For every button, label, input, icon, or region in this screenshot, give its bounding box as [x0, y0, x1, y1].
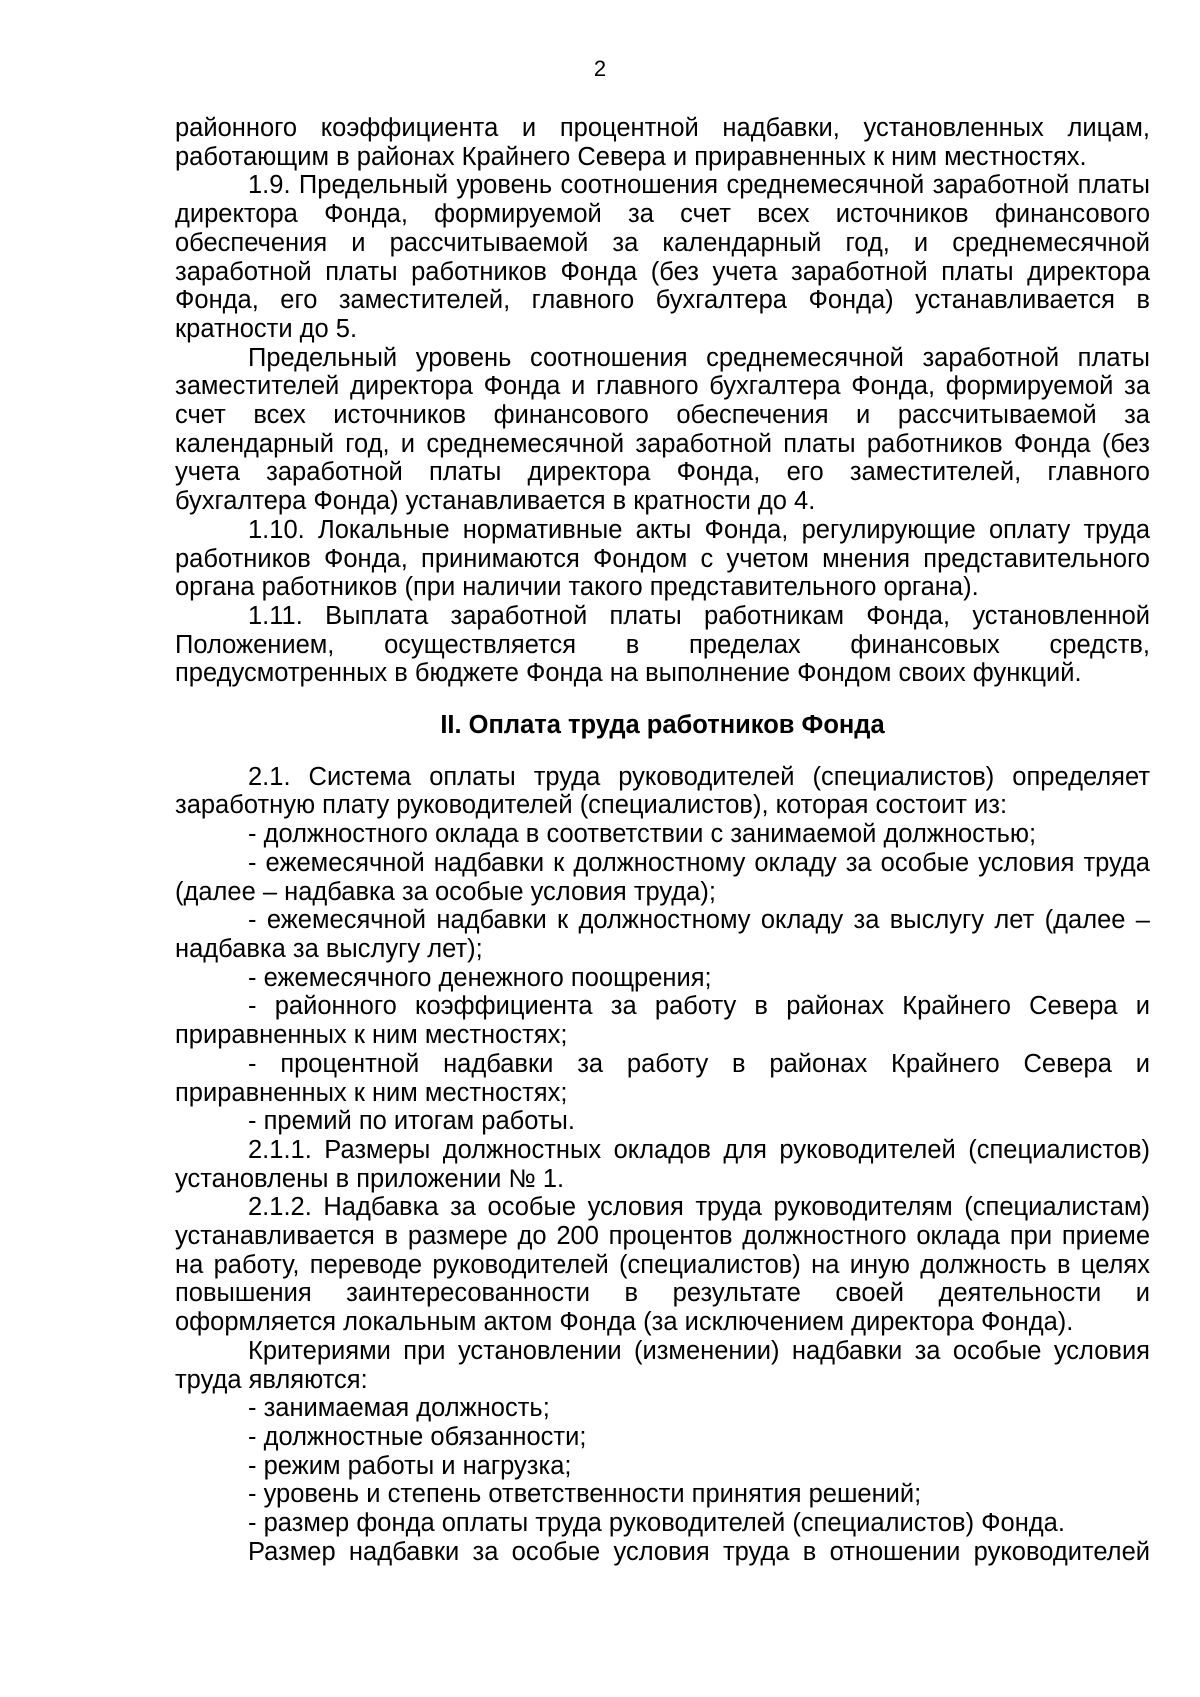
paragraph-2-1: 2.1. Система оплаты труда руководителей (специалистов) определяет заработную плату руководителей (специалистов), которая состоит из:: [175, 762, 1150, 820]
list-item: - размер фонда оплаты труда руководителей (специалистов) Фонда.: [248, 1509, 1065, 1538]
paragraph-1-9-deputies: Предельный уровень соотношения среднемесячной заработной платы заместителей директора Фонда и главного бухгалтера Фонда, формируемой за счет всех источников финансового обеспечения и рассчитываемой за календарный год, и среднемесячной заработной платы работников Фонда (без учета заработной платы директора Фонда, его заместителей, главного бухгалтера Фонда) устанавливается в кратности до 4.: [175, 343, 1150, 516]
list-item: - ежемесячной надбавки к должностному окладу за выслугу лет (далее – надбавка за выслугу лет);: [175, 906, 1150, 963]
paragraph-criteria: Критериями при установлении (изменении) надбавки за особые условия труда являются:: [175, 1336, 1150, 1394]
list-item: - районного коэффициента за работу в районах Крайнего Севера и приравненных к ним местностях;: [175, 992, 1150, 1050]
paragraph-continued: Размер надбавки за особые условия труда в отношении руководителей: [248, 1537, 1150, 1566]
list-item: - должностные обязанности;: [248, 1422, 587, 1451]
paragraph-2-1-1: 2.1.1. Размеры должностных окладов для руководителей (специалистов) установлены в приложении № 1.: [175, 1135, 1150, 1193]
list-item: - уровень и степень ответственности принятия решений;: [248, 1480, 922, 1509]
list-item: - занимаемая должность;: [248, 1394, 550, 1423]
page-number: 2: [593, 56, 607, 81]
paragraph-continuation: районного коэффициента и процентной надбавки, установленных лицам, работающим в районах Крайнего Севера и приравненных к ним местностях.: [175, 114, 1150, 171]
list-item: - процентной надбавки за работу в районах Крайнего Севера и приравненных к ним местностях;: [175, 1049, 1150, 1107]
paragraph-1-11: 1.11. Выплата заработной платы работникам Фонда, установленной Положением, осуществляется в пределах финансовых средств, предусмотренных в бюджете Фонда на выполнение Фондом своих функций.: [175, 601, 1150, 688]
document-body: [175, 114, 1150, 1566]
paragraph-2-1-2: 2.1.2. Надбавка за особые условия труда руководителям (специалистам) устанавливается в размере до 200 процентов должностного оклада при приеме на работу, переводе руководителей (специалистов) на иную должность в целях повышения заинтересованности в результате своей деятельности и оформляется локальным актом Фонда (за исключением директора Фонда).: [175, 1193, 1150, 1337]
list-item: - должностного оклада в соответствии с занимаемой должностью;: [248, 820, 1037, 849]
list-item: - ежемесячного денежного поощрения;: [248, 963, 712, 992]
paragraph-1-9: 1.9. Предельный уровень соотношения среднемесячной заработной платы директора Фонда, формируемой за счет всех источников финансового обеспечения и рассчитываемой за календарный год, и среднемесячной заработной платы работников Фонда (без учета заработной платы директора Фонда, его заместителей, главного бухгалтера Фонда) устанавливается в кратности до 5.: [175, 171, 1150, 343]
section-heading: II. Оплата труда работников Фонда: [440, 711, 885, 740]
paragraph-1-10: 1.10. Локальные нормативные акты Фонда, регулирующие оплату труда работников Фонда, принимаются Фондом с учетом мнения представительного органа работников (при наличии такого представительного органа).: [175, 515, 1150, 602]
list-item: - ежемесячной надбавки к должностному окладу за особые условия труда (далее – надбавка за особые условия труда);: [175, 848, 1150, 906]
list-item: - премий по итогам работы.: [248, 1107, 575, 1136]
list-item: - режим работы и нагрузка;: [248, 1451, 572, 1480]
